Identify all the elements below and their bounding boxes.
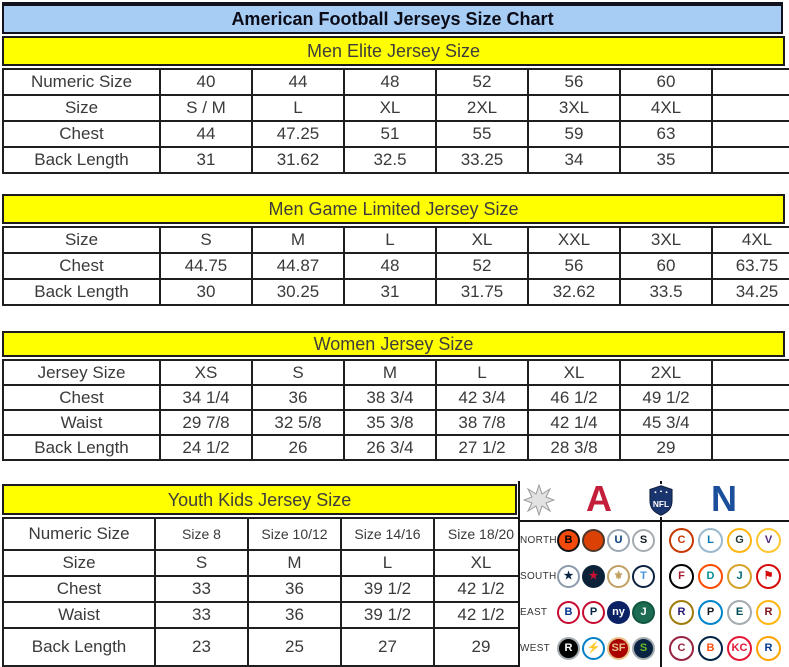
nfc-logo-icon: N xyxy=(711,478,737,519)
pittsburgh-steelers-logo-icon: S xyxy=(632,529,655,552)
value-cell: 36 xyxy=(248,576,341,602)
men-elite-size-table xyxy=(2,68,789,174)
value-cell: 63.75 xyxy=(712,253,789,279)
table-row xyxy=(3,550,528,576)
value-cell: 59 xyxy=(528,121,620,147)
tennessee-titans-logo-icon: T xyxy=(632,565,655,588)
table-row xyxy=(3,121,789,147)
cincinnati-bengals-logo-icon: B xyxy=(557,529,580,552)
section-men-elite xyxy=(2,36,785,174)
table-row xyxy=(3,602,528,628)
nfl-divisions-rows xyxy=(520,522,789,666)
afc-teams-group xyxy=(557,529,657,552)
value-cell: 33 xyxy=(155,602,248,628)
miami-dolphins-logo-icon: D xyxy=(698,564,723,589)
nfl-divisions-panel xyxy=(518,478,789,667)
value-cell: 29 xyxy=(434,628,528,666)
table-row xyxy=(3,253,789,279)
denver-broncos-logo-icon: B xyxy=(698,636,723,661)
philadelphia-eagles-logo-icon: E xyxy=(727,600,752,625)
value-cell: XS xyxy=(160,360,252,385)
value-cell xyxy=(712,435,789,460)
value-cell: 60 xyxy=(620,253,712,279)
value-cell: 31 xyxy=(160,147,252,173)
row-label-cell: Chest xyxy=(3,253,160,279)
new-york-jets-logo-icon: J xyxy=(632,601,655,624)
value-cell: 3XL xyxy=(620,227,712,253)
women-size-table xyxy=(2,359,789,461)
value-cell: S xyxy=(155,550,248,576)
value-cell: XL xyxy=(436,227,528,253)
row-label-cell: Chest xyxy=(3,121,160,147)
section-men-game-limited xyxy=(2,194,785,306)
row-label-cell: Back Length xyxy=(3,628,155,666)
kansas-city-chiefs-logo-icon: KC xyxy=(727,636,752,661)
value-cell: XL xyxy=(434,550,528,576)
afc-teams-group xyxy=(557,601,657,624)
row-label-cell: Back Length xyxy=(3,435,160,460)
row-label-cell: Back Length xyxy=(3,279,160,305)
row-label-cell: Waist xyxy=(3,602,155,628)
new-orleans-saints-logo-icon: ⚜ xyxy=(607,565,630,588)
houston-texans-logo-icon: ★ xyxy=(582,565,605,588)
nfc-teams-group xyxy=(669,528,781,553)
table-row xyxy=(3,518,528,550)
youth-kids-size-table xyxy=(2,517,529,667)
value-cell: 56 xyxy=(528,69,620,95)
page-title: American Football Jerseys Size Chart xyxy=(2,2,783,34)
value-cell xyxy=(712,95,789,121)
nfc-teams-group xyxy=(669,564,781,589)
table-row xyxy=(3,95,789,121)
value-cell: M xyxy=(248,550,341,576)
value-cell: M xyxy=(344,360,436,385)
value-cell: 31.62 xyxy=(252,147,344,173)
row-label-cell: Numeric Size xyxy=(3,69,160,95)
carolina-panthers-logo-icon: P xyxy=(698,600,723,625)
row-label-cell: Size xyxy=(3,550,155,576)
value-cell: 29 7/8 xyxy=(160,410,252,435)
afc-teams-group xyxy=(557,637,657,660)
value-cell: 51 xyxy=(344,121,436,147)
dallas-cowboys-logo-icon: ★ xyxy=(557,565,580,588)
row-label-cell: Waist xyxy=(3,410,160,435)
table-row xyxy=(3,147,789,173)
value-cell: 33.5 xyxy=(620,279,712,305)
value-cell: 26 xyxy=(252,435,344,460)
division-label: SOUTH xyxy=(520,570,557,582)
value-cell: 55 xyxy=(436,121,528,147)
value-cell: 48 xyxy=(344,253,436,279)
detroit-lions-logo-icon: L xyxy=(698,528,723,553)
value-cell: 26 3/4 xyxy=(344,435,436,460)
value-cell: 27 xyxy=(341,628,434,666)
value-cell xyxy=(712,360,789,385)
row-label-cell: Size xyxy=(3,227,160,253)
value-cell: S xyxy=(252,360,344,385)
value-cell: 44.87 xyxy=(252,253,344,279)
value-cell: 44 xyxy=(252,69,344,95)
row-label-cell: Chest xyxy=(3,576,155,602)
value-cell: 42 3/4 xyxy=(436,385,528,410)
value-cell: S xyxy=(160,227,252,253)
value-cell: 39 1/2 xyxy=(341,576,434,602)
value-cell: 2XL xyxy=(620,360,712,385)
value-cell xyxy=(712,410,789,435)
value-cell: L xyxy=(436,360,528,385)
table-row xyxy=(3,279,789,305)
value-cell: Size 8 xyxy=(155,518,248,550)
value-cell: 32.5 xyxy=(344,147,436,173)
row-label-cell: Jersey Size xyxy=(3,360,160,385)
value-cell: 33.25 xyxy=(436,147,528,173)
san-francisco-49ers-logo-icon: SF xyxy=(607,637,630,660)
value-cell: L xyxy=(344,227,436,253)
green-bay-packers-logo-icon: G xyxy=(727,528,752,553)
value-cell: 33 xyxy=(155,576,248,602)
value-cell: 42 1/2 xyxy=(434,576,528,602)
value-cell: 32.62 xyxy=(528,279,620,305)
value-cell: 39 1/2 xyxy=(341,602,434,628)
nfl-shield-icon xyxy=(649,484,673,517)
value-cell: 30 xyxy=(160,279,252,305)
value-cell: S / M xyxy=(160,95,252,121)
section-header-men-elite: Men Elite Jersey Size xyxy=(2,36,785,66)
washington-redskins-logo-icon: R xyxy=(756,600,781,625)
value-cell: 35 3/8 xyxy=(344,410,436,435)
men-game-limited-size-table xyxy=(2,226,789,306)
san-diego-chargers-logo-icon: ⚡ xyxy=(582,637,605,660)
new-york-giants-logo-icon: ny xyxy=(607,601,630,624)
value-cell: L xyxy=(252,95,344,121)
division-label: NORTH xyxy=(520,534,557,546)
value-cell: 48 xyxy=(344,69,436,95)
value-cell: M xyxy=(252,227,344,253)
table-row xyxy=(3,576,528,602)
table-row xyxy=(3,435,789,460)
buffalo-bills-logo-icon: B xyxy=(557,601,580,624)
value-cell: 38 3/4 xyxy=(344,385,436,410)
cleveland-browns-logo-icon xyxy=(582,529,605,552)
value-cell xyxy=(712,121,789,147)
value-cell: 36 xyxy=(252,385,344,410)
starburst-icon xyxy=(523,484,555,516)
division-row-south xyxy=(520,558,789,594)
los-angeles-rams-logo-icon: R xyxy=(756,636,781,661)
value-cell: 27 1/2 xyxy=(436,435,528,460)
section-header-women: Women Jersey Size xyxy=(2,331,785,357)
value-cell: 45 3/4 xyxy=(620,410,712,435)
division-label: WEST xyxy=(520,642,551,654)
row-label-cell: Numeric Size xyxy=(3,518,155,550)
value-cell: 35 xyxy=(620,147,712,173)
value-cell: 34.25 xyxy=(712,279,789,305)
chicago-bears-logo-icon: C xyxy=(669,528,694,553)
section-header-youth-kids: Youth Kids Jersey Size xyxy=(2,484,517,515)
value-cell: 63 xyxy=(620,121,712,147)
value-cell: 24 1/2 xyxy=(160,435,252,460)
division-row-west xyxy=(520,630,789,666)
indianapolis-colts-logo-icon: U xyxy=(607,529,630,552)
baltimore-ravens-logo-icon: R xyxy=(669,600,694,625)
value-cell: 4XL xyxy=(712,227,789,253)
value-cell: 52 xyxy=(436,253,528,279)
section-header-men-game-limited: Men Game Limited Jersey Size xyxy=(2,194,785,224)
row-label-cell: Size xyxy=(3,95,160,121)
value-cell: 47.25 xyxy=(252,121,344,147)
value-cell: 23 xyxy=(155,628,248,666)
minnesota-vikings-logo-icon: V xyxy=(756,528,781,553)
division-row-east xyxy=(520,594,789,630)
table-row xyxy=(3,410,789,435)
nfc-teams-group xyxy=(669,636,781,661)
value-cell: XL xyxy=(528,360,620,385)
afc-teams-group xyxy=(557,565,657,588)
arizona-cardinals-logo-icon: C xyxy=(669,636,694,661)
value-cell: 28 3/8 xyxy=(528,435,620,460)
value-cell: Size 14/16 xyxy=(341,518,434,550)
value-cell: 32 5/8 xyxy=(252,410,344,435)
value-cell: 30.25 xyxy=(252,279,344,305)
row-label-cell: Chest xyxy=(3,385,160,410)
section-women xyxy=(2,331,785,461)
value-cell: 34 xyxy=(528,147,620,173)
nfc-teams-group xyxy=(669,600,781,625)
value-cell: 52 xyxy=(436,69,528,95)
value-cell: 44 xyxy=(160,121,252,147)
table-row xyxy=(3,69,789,95)
value-cell: 56 xyxy=(528,253,620,279)
value-cell: 44.75 xyxy=(160,253,252,279)
value-cell: 34 1/4 xyxy=(160,385,252,410)
value-cell: 60 xyxy=(620,69,712,95)
afc-logo-icon: A xyxy=(586,478,612,519)
value-cell: 49 1/2 xyxy=(620,385,712,410)
conference-header xyxy=(518,478,789,520)
row-label-cell: Back Length xyxy=(3,147,160,173)
section-youth-kids xyxy=(2,484,517,667)
value-cell: 29 xyxy=(620,435,712,460)
table-row xyxy=(3,385,789,410)
value-cell: XXL xyxy=(528,227,620,253)
value-cell: 46 1/2 xyxy=(528,385,620,410)
value-cell: 31 xyxy=(344,279,436,305)
value-cell: Size 10/12 xyxy=(248,518,341,550)
table-row xyxy=(3,360,789,385)
division-row-north xyxy=(520,522,789,558)
value-cell: 40 xyxy=(160,69,252,95)
value-cell: 3XL xyxy=(528,95,620,121)
table-row xyxy=(3,227,789,253)
seattle-seahawks-logo-icon: S xyxy=(632,637,655,660)
value-cell: XL xyxy=(344,95,436,121)
tampa-bay-buccaneers-logo-icon: ⚑ xyxy=(756,564,781,589)
value-cell: Size 18/20 xyxy=(434,518,528,550)
atlanta-falcons-logo-icon: F xyxy=(669,564,694,589)
value-cell: 42 1/4 xyxy=(528,410,620,435)
value-cell: 25 xyxy=(248,628,341,666)
svg-text:NFL: NFL xyxy=(652,498,670,509)
division-label: EAST xyxy=(520,606,548,618)
value-cell: 2XL xyxy=(436,95,528,121)
value-cell xyxy=(712,147,789,173)
oakland-raiders-logo-icon: R xyxy=(557,637,580,660)
jacksonville-jaguars-logo-icon: J xyxy=(727,564,752,589)
value-cell: 36 xyxy=(248,602,341,628)
value-cell: 31.75 xyxy=(436,279,528,305)
new-england-patriots-logo-icon: P xyxy=(582,601,605,624)
value-cell: L xyxy=(341,550,434,576)
value-cell xyxy=(712,69,789,95)
table-row xyxy=(3,628,528,666)
value-cell: 38 7/8 xyxy=(436,410,528,435)
value-cell: 4XL xyxy=(620,95,712,121)
value-cell: 42 1/2 xyxy=(434,602,528,628)
value-cell xyxy=(712,385,789,410)
